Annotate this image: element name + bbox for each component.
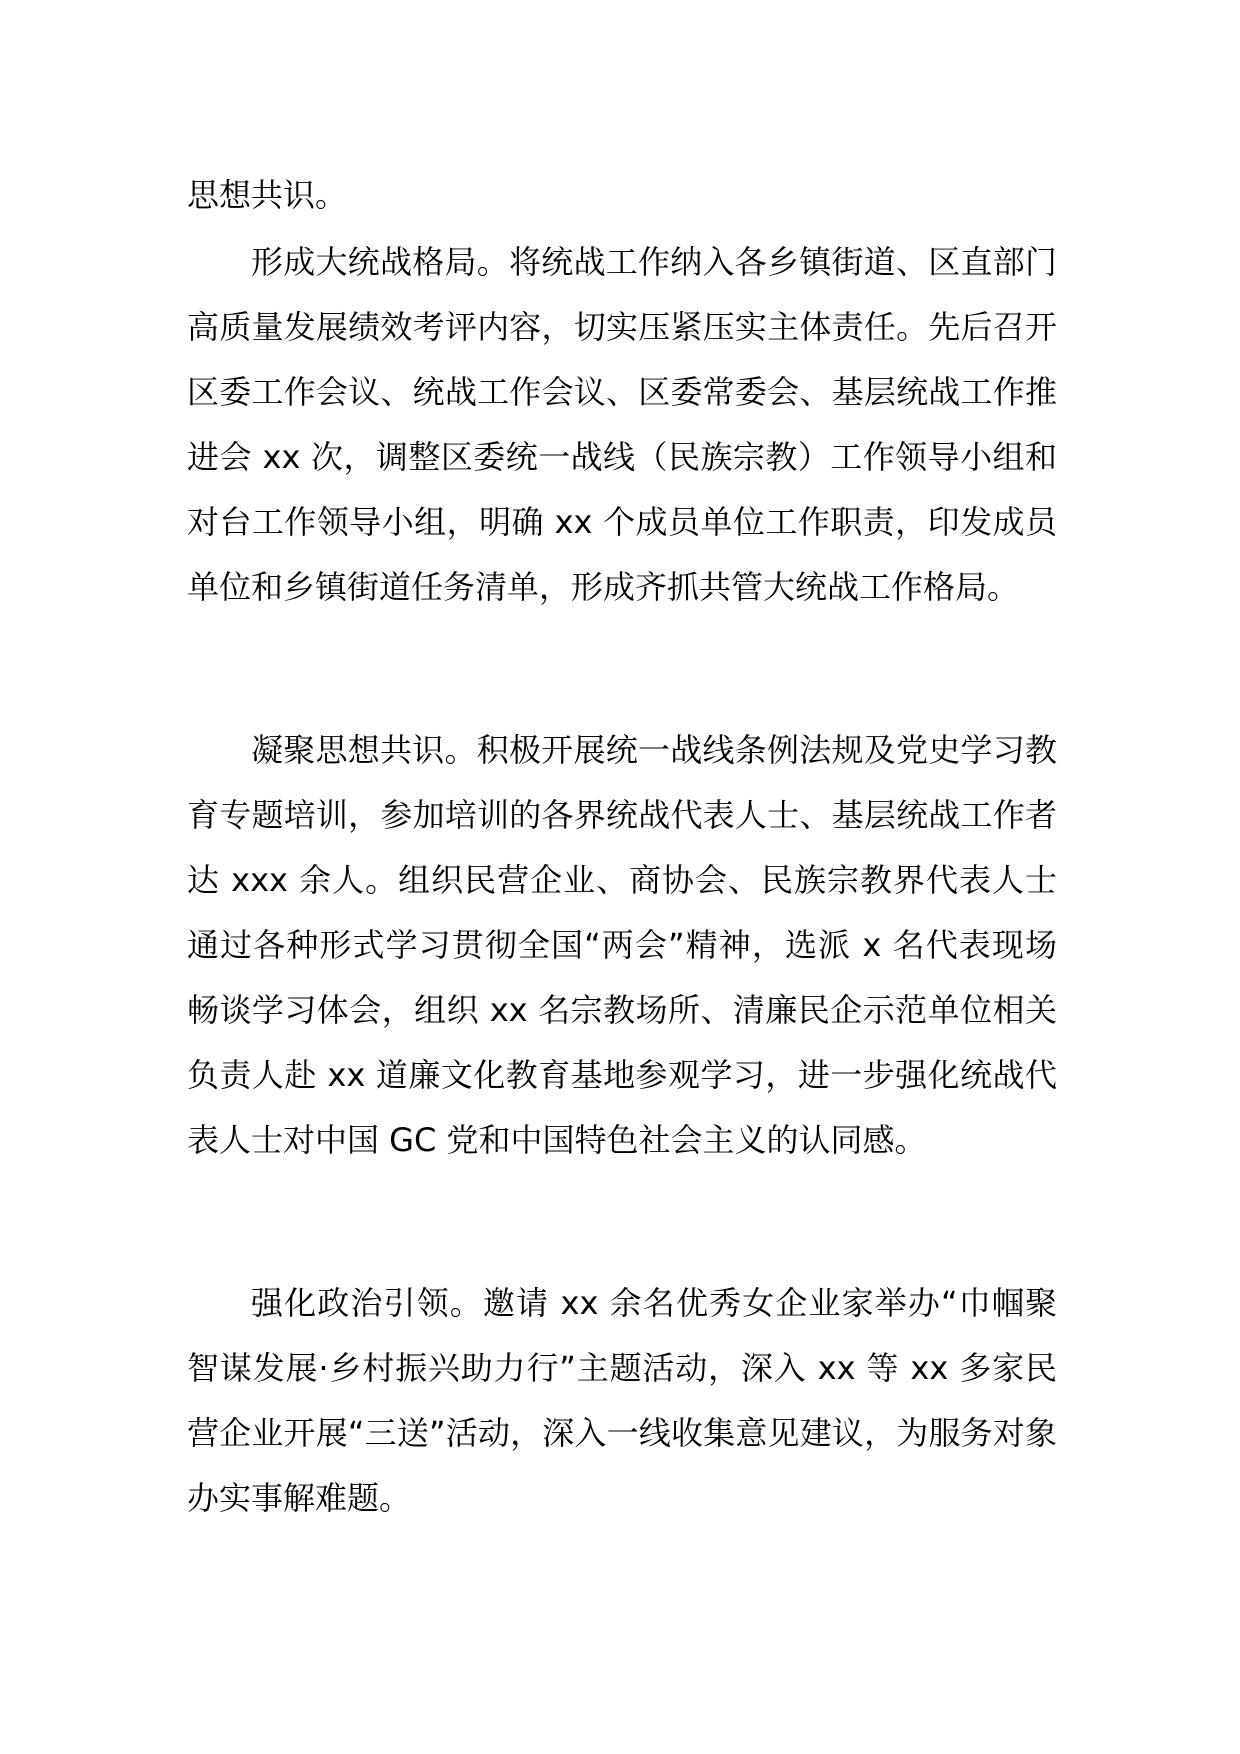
paragraph-political-guidance: 强化政治引领。邀请 xx 余名优秀女企业家举办“巾帼聚智谋发展·乡村振兴助力行”主题活动，深入 xx 等 xx 多家民营企业开展“三送”活动，深入一线收集意见建议，为服务对象办实事解难题。	[187, 1284, 1057, 1517]
paragraph-united-front-pattern: 形成大统战格局。将统战工作纳入各乡镇街道、区直部门高质量发展绩效考评内容，切实压紧压实主体责任。先后召开区委工作会议、统战工作会议、区委常委会、基层统战工作推进会 xx 次，调整区委统一战线（民族宗教）工作领导小组和对台工作领导小组，明确 xx 个成员单位工作职责，印发成员单位和乡镇街道任务清单，形成齐抓共管大统战工作格局。	[187, 243, 1057, 606]
paragraph-ideological-consensus: 凝聚思想共识。积极开展统一战线条例法规及党史学习教育专题培训，参加培训的各界统战代表人士、基层统战工作者达 xxx 余人。组织民营企业、商协会、民族宗教界代表人士通过各种形式学习贯彻全国“两会”精神，选派 x 名代表现场畅谈学习体会，组织 xx 名宗教场所、清廉民企示范单位相关负责人赴 xx 道廉文化教育基地参观学习，进一步强化统战代表人士对中国 GC 党和中国特色社会主义的认同感。	[187, 731, 1057, 1159]
paragraph-continuation: 思想共识。	[187, 176, 348, 214]
